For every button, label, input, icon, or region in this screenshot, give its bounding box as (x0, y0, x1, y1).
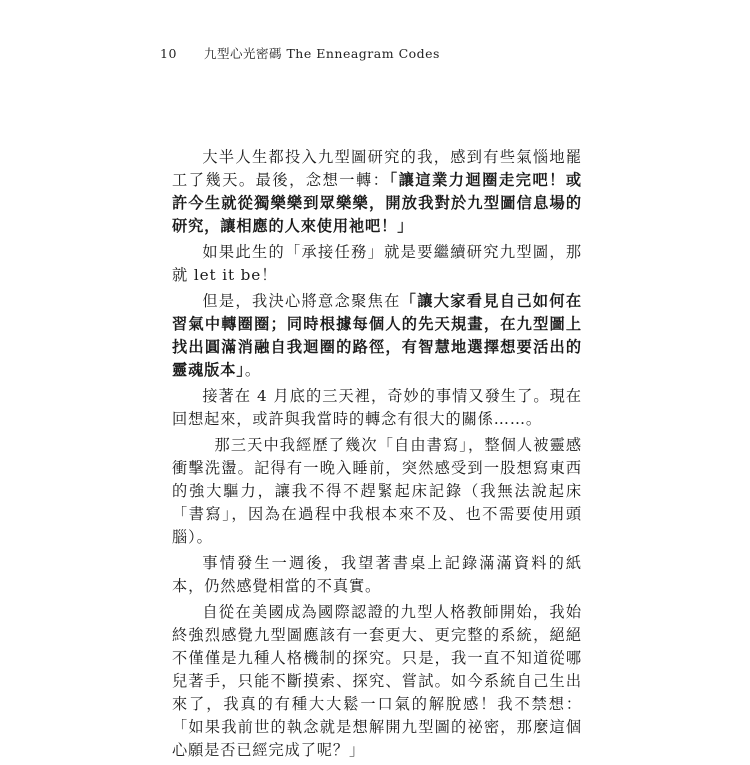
paragraph-3-text: 但是，我決心將意念聚焦在 (202, 292, 401, 310)
paragraph-1 (172, 146, 582, 238)
paragraph-1-text: 大半人生都投入九型圖研究的我，感到有些氣惱地罷工了幾天。最後，念想一轉： (172, 148, 582, 189)
paragraph-3 (172, 290, 582, 382)
paragraph-2: 如果此生的「承接任務」就是要繼續研究九型圖，那就 let it be！ (172, 243, 582, 284)
paragraph-6: 事情發生一週後，我望著書桌上記錄滿滿資料的紙本，仍然感覺相當的不真實。 (172, 554, 582, 595)
body-text (172, 146, 582, 765)
paragraph-3-bold-quote: 「讓大家看見自己如何在習氣中轉圈圈；同時根據每個人的先天規畫，在九型圖上找出圓滿消融自我迴圈的路徑，有智慧地選擇想要活出的靈魂版本」 (172, 292, 582, 379)
paragraph-7: 自從在美國成為國際認證的九型人格教師開始，我始終強烈感覺九型圖應該有一套更大、更完整的系統，絕絕不僅僅是九種人格機制的探究。只是，我一直不知道從哪兒著手，只能不斷摸索、探究、嘗試。如今系統自己生出來了，我真的有種大大鬆一口氣的解脫感！我不禁想：「如果我前世的執念就是想解開九型圖的祕密，那麼這個心願是否已經完成了呢？」 (172, 603, 582, 759)
page-number: 10 (160, 46, 177, 61)
running-title: 九型心光密碼 The Enneagram Codes (204, 46, 440, 61)
running-header (160, 44, 440, 62)
paragraph-4: 接著在 4 月底的三天裡，奇妙的事情又發生了。現在回想起來，或許與我當時的轉念有很大的關係……。 (172, 387, 582, 428)
paragraph-3-end: 。 (244, 361, 261, 379)
paragraph-5: 那三天中我經歷了幾次「自由書寫」，整個人被靈感衝擊洗盪。記得有一晚入睡前，突然感受到一股想寫東西的強大驅力，讓我不得不趕緊起床記錄（我無法說起床「書寫」，因為在過程中我根本來不及、也不需要使用頭腦）。 (172, 436, 582, 546)
paragraph-1-bold-quote: 「讓這業力迴圈走完吧！或許今生就從獨樂樂到眾樂樂，開放我對於九型圖信息場的研究，讓相應的人來使用祂吧！」 (172, 171, 582, 235)
